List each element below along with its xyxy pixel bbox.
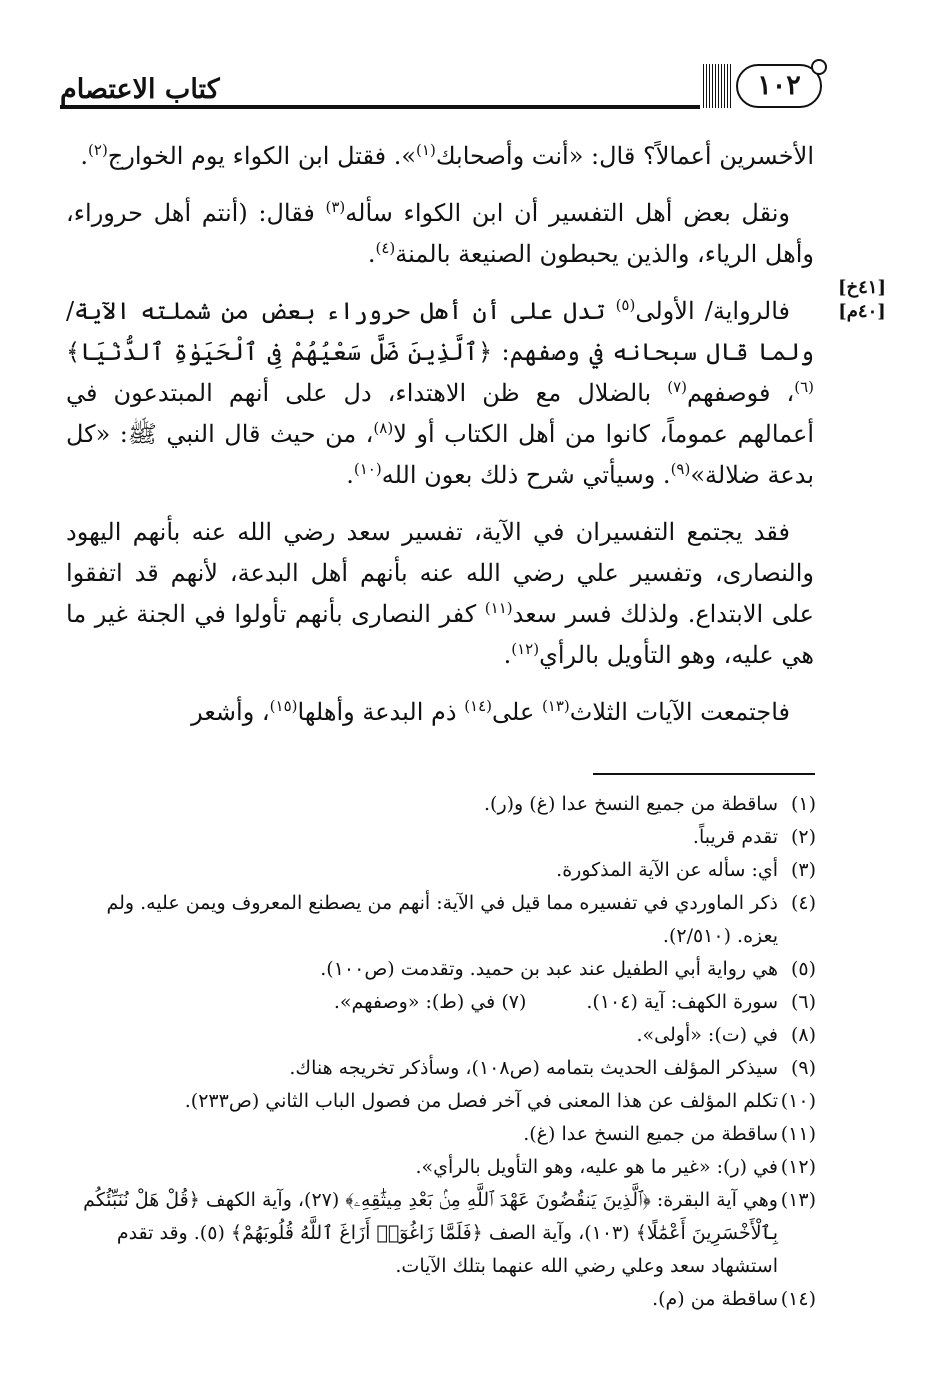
footnote [64, 1052, 816, 1085]
footnote-number: (٣) [790, 859, 816, 881]
footnote-ref[interactable]: (٧) [667, 378, 688, 396]
text-run: على [492, 698, 542, 726]
footnote-text: في (ر): «غير ما هو عليه، وهو التأويل بالرأي». [415, 1156, 778, 1178]
margin-note-line: [٤٠م] [838, 301, 886, 322]
text-run: ، من حيث قال النبي ﷺ: «كل بدعة ضلالة» [66, 420, 814, 489]
footnote-text: تكلم المؤلف عن هذا المعنى في آخر فصل من فصول الباب الثاني (ص٢٣٣). [184, 1090, 778, 1112]
footnote [64, 1184, 816, 1283]
margin-note-line: [٤١خ] [837, 277, 887, 298]
footnote-text: وهي آية البقرة: ﴿ٱلَّذِينَ يَنقُضُونَ عَهْدَ ٱللَّهِ مِنۢ بَعْدِ مِيثَٰقِهِۦ﴾ (٢٧)، وآية الكهف ﴿قُلْ هَلْ نُنَبِّئُكُم بِٱلْأَخْسَرِينَ أَعْمَٰلًا﴾ (١٠٣)، وآية الصف ﴿فَلَمَّا زَاغُوٓا۟ أَزَاغَ ٱللَّهُ قُلُوبَهُمْ﴾ (٥). وقد تقدم استشهاد سعد وعلي رضي الله عنهما بتلك الآيات. [83, 1189, 778, 1277]
main-text [66, 136, 814, 749]
footnote-number: (٥) [790, 958, 816, 980]
text-run: ، وأشعر [191, 698, 270, 726]
text-run: فقال: (أنتم أهل حروراء، وأهل الرياء، والذين يحبطون الصنيعة بالمنة [66, 199, 814, 268]
footnote [64, 1019, 816, 1052]
text-run: . [80, 142, 89, 170]
text-run: ذم البدعة وأهلها [297, 698, 465, 726]
footnote-text: ساقطة من جميع النسخ عدا (غ) و(ر). [484, 793, 778, 815]
header-rule [60, 105, 700, 109]
footnote [64, 986, 816, 1019]
text-run: ونقل بعض أهل التفسير أن ابن الكواء سأله [345, 199, 790, 227]
footnote-ref[interactable]: (١٠) [353, 460, 382, 478]
text-run: . وسيأتي شرح ذلك بعون الله [381, 461, 671, 489]
text-run: الأخسرين أعمالاً؟ قال: «أنت وأصحابك [435, 142, 814, 170]
manuscript-margin-note [832, 276, 892, 324]
footnote [64, 788, 816, 821]
footnote-number: (٦) [790, 991, 816, 1013]
paragraph-3 [66, 291, 814, 496]
footnote-text: أي: سأله عن الآية المذكورة. [556, 859, 778, 881]
text-run: كفر النصارى بأنهم تأولوا في الجنة غير ما هي عليه، وهو التأويل بالرأي [66, 600, 814, 669]
footnote-ref[interactable]: (١٣) [541, 697, 570, 715]
footnote-ref[interactable]: (٢) [88, 141, 108, 159]
text-run: بالضلال مع ظن الاهتداء، دل على أنهم المبتدعون في أعمالهم عموماً، كانوا من أهل الكتاب أو لا [66, 379, 814, 448]
book-title: كتاب الاعتصام [60, 74, 220, 105]
footnote-ref[interactable]: (١) [416, 141, 436, 159]
footnotes [64, 788, 816, 1349]
paragraph-5 [66, 692, 814, 733]
footnote-ref[interactable]: (٨) [373, 419, 394, 437]
text-run: فقد يجتمع التفسيران في الآية، تفسير سعد رضي الله عنه بأنهم اليهود والنصارى، وتفسير علي رضي الله عنه بأنهم أهل البدعة، لأنهم قد اتفقوا على الابتداع. ولذلك فسر سعد [66, 518, 814, 628]
text-run: فالرواية/ الأولى [635, 297, 790, 325]
footnote-text: ذكر الماوردي في تفسيره مما قيل في الآية: أنهم من يصطنع المعروف ويمن عليه. ولم يعزه. (٢/٥١٠). [106, 892, 778, 947]
footnote-text: سيذكر المؤلف الحديث بتمامه (ص١٠٨)، وسأذكر تخريجه هناك. [289, 1057, 778, 1079]
footnote-text: ساقطة من (م). [652, 1288, 778, 1310]
footnote [64, 1283, 816, 1316]
footnote-divider [593, 773, 815, 775]
footnote-number: (١٤) [780, 1288, 816, 1310]
text-run: ، فوصفهم [687, 379, 795, 407]
footnote-text: في (ت): «أولى». [636, 1024, 778, 1046]
footnote [64, 821, 816, 854]
footnote-number: (٩) [790, 1057, 816, 1079]
footnote-number: (١٣) [780, 1189, 816, 1211]
footnote-text: سورة الكهف: آية (١٠٤). [586, 991, 778, 1013]
page-number-text: ١٠٢ [757, 70, 801, 101]
footnote-ref[interactable]: (٥) [615, 296, 636, 314]
text-run: فاجتمعت الآيات الثلاث [569, 698, 790, 726]
footnote [64, 887, 816, 953]
footnote-number: (٧) [501, 991, 527, 1013]
footnote [64, 854, 816, 887]
paragraph-1 [66, 136, 814, 177]
footnote [64, 1118, 816, 1151]
footnote-ref[interactable]: (١١) [484, 599, 513, 617]
text-run: ». فقتل ابن الكواء يوم الخوارج [107, 142, 417, 170]
text-run: تدل على أن أهل حروراء بعض من شملته الآية/ ولما قال سبحانه في وصفهم: ﴿ٱلَّذِينَ ضَلَّ سَعْيُهُمْ فِى ٱلْحَيَوٰةِ ٱلدُّنْيَا﴾ [66, 297, 814, 366]
footnote-ref[interactable]: (٤) [375, 239, 396, 257]
footnote-text: ساقطة من جميع النسخ عدا (غ). [523, 1123, 778, 1145]
text-run: . [503, 641, 512, 669]
footnote [64, 1085, 816, 1118]
footnote [64, 1151, 816, 1184]
page-header [60, 60, 820, 116]
footnote-ref[interactable]: (١٢) [511, 640, 540, 658]
text-run: . [346, 461, 354, 489]
footnote-text: في (ط): «وصفهم». [333, 991, 496, 1013]
paragraph-2 [66, 193, 814, 275]
footnote-text: تقدم قريباً. [692, 826, 778, 848]
footnote-ref[interactable]: (٦) [794, 378, 814, 396]
text-run: . [367, 240, 376, 268]
footnote-ref[interactable]: (٩) [670, 460, 691, 478]
footnote-text: هي رواية أبي الطفيل عند عبد بن حميد. وتقدمت (ص١٠٠). [320, 958, 778, 980]
footnote-number [778, 1316, 816, 1349]
footnote-number: (١٢) [780, 1156, 816, 1178]
footnote-number: (١٠) [780, 1090, 816, 1112]
ornament-icon [811, 59, 827, 75]
footnote-text [64, 986, 778, 1019]
footnote-number: (٢) [790, 826, 816, 848]
footnote-ref[interactable]: (١٥) [269, 697, 298, 715]
footnote [64, 953, 816, 986]
footnote-number: (١) [790, 793, 816, 815]
footnote-number: (٨) [790, 1024, 816, 1046]
footnote-ref[interactable]: (٣) [325, 198, 346, 216]
page-number [736, 64, 822, 108]
footnote-number: (٤) [790, 892, 816, 914]
paragraph-4 [66, 512, 814, 676]
footnote [64, 1316, 816, 1349]
footnote-number: (١١) [780, 1123, 816, 1145]
footnote-text [64, 1316, 778, 1349]
footnote-ref[interactable]: (١٤) [464, 697, 493, 715]
header-ornament [703, 64, 733, 108]
